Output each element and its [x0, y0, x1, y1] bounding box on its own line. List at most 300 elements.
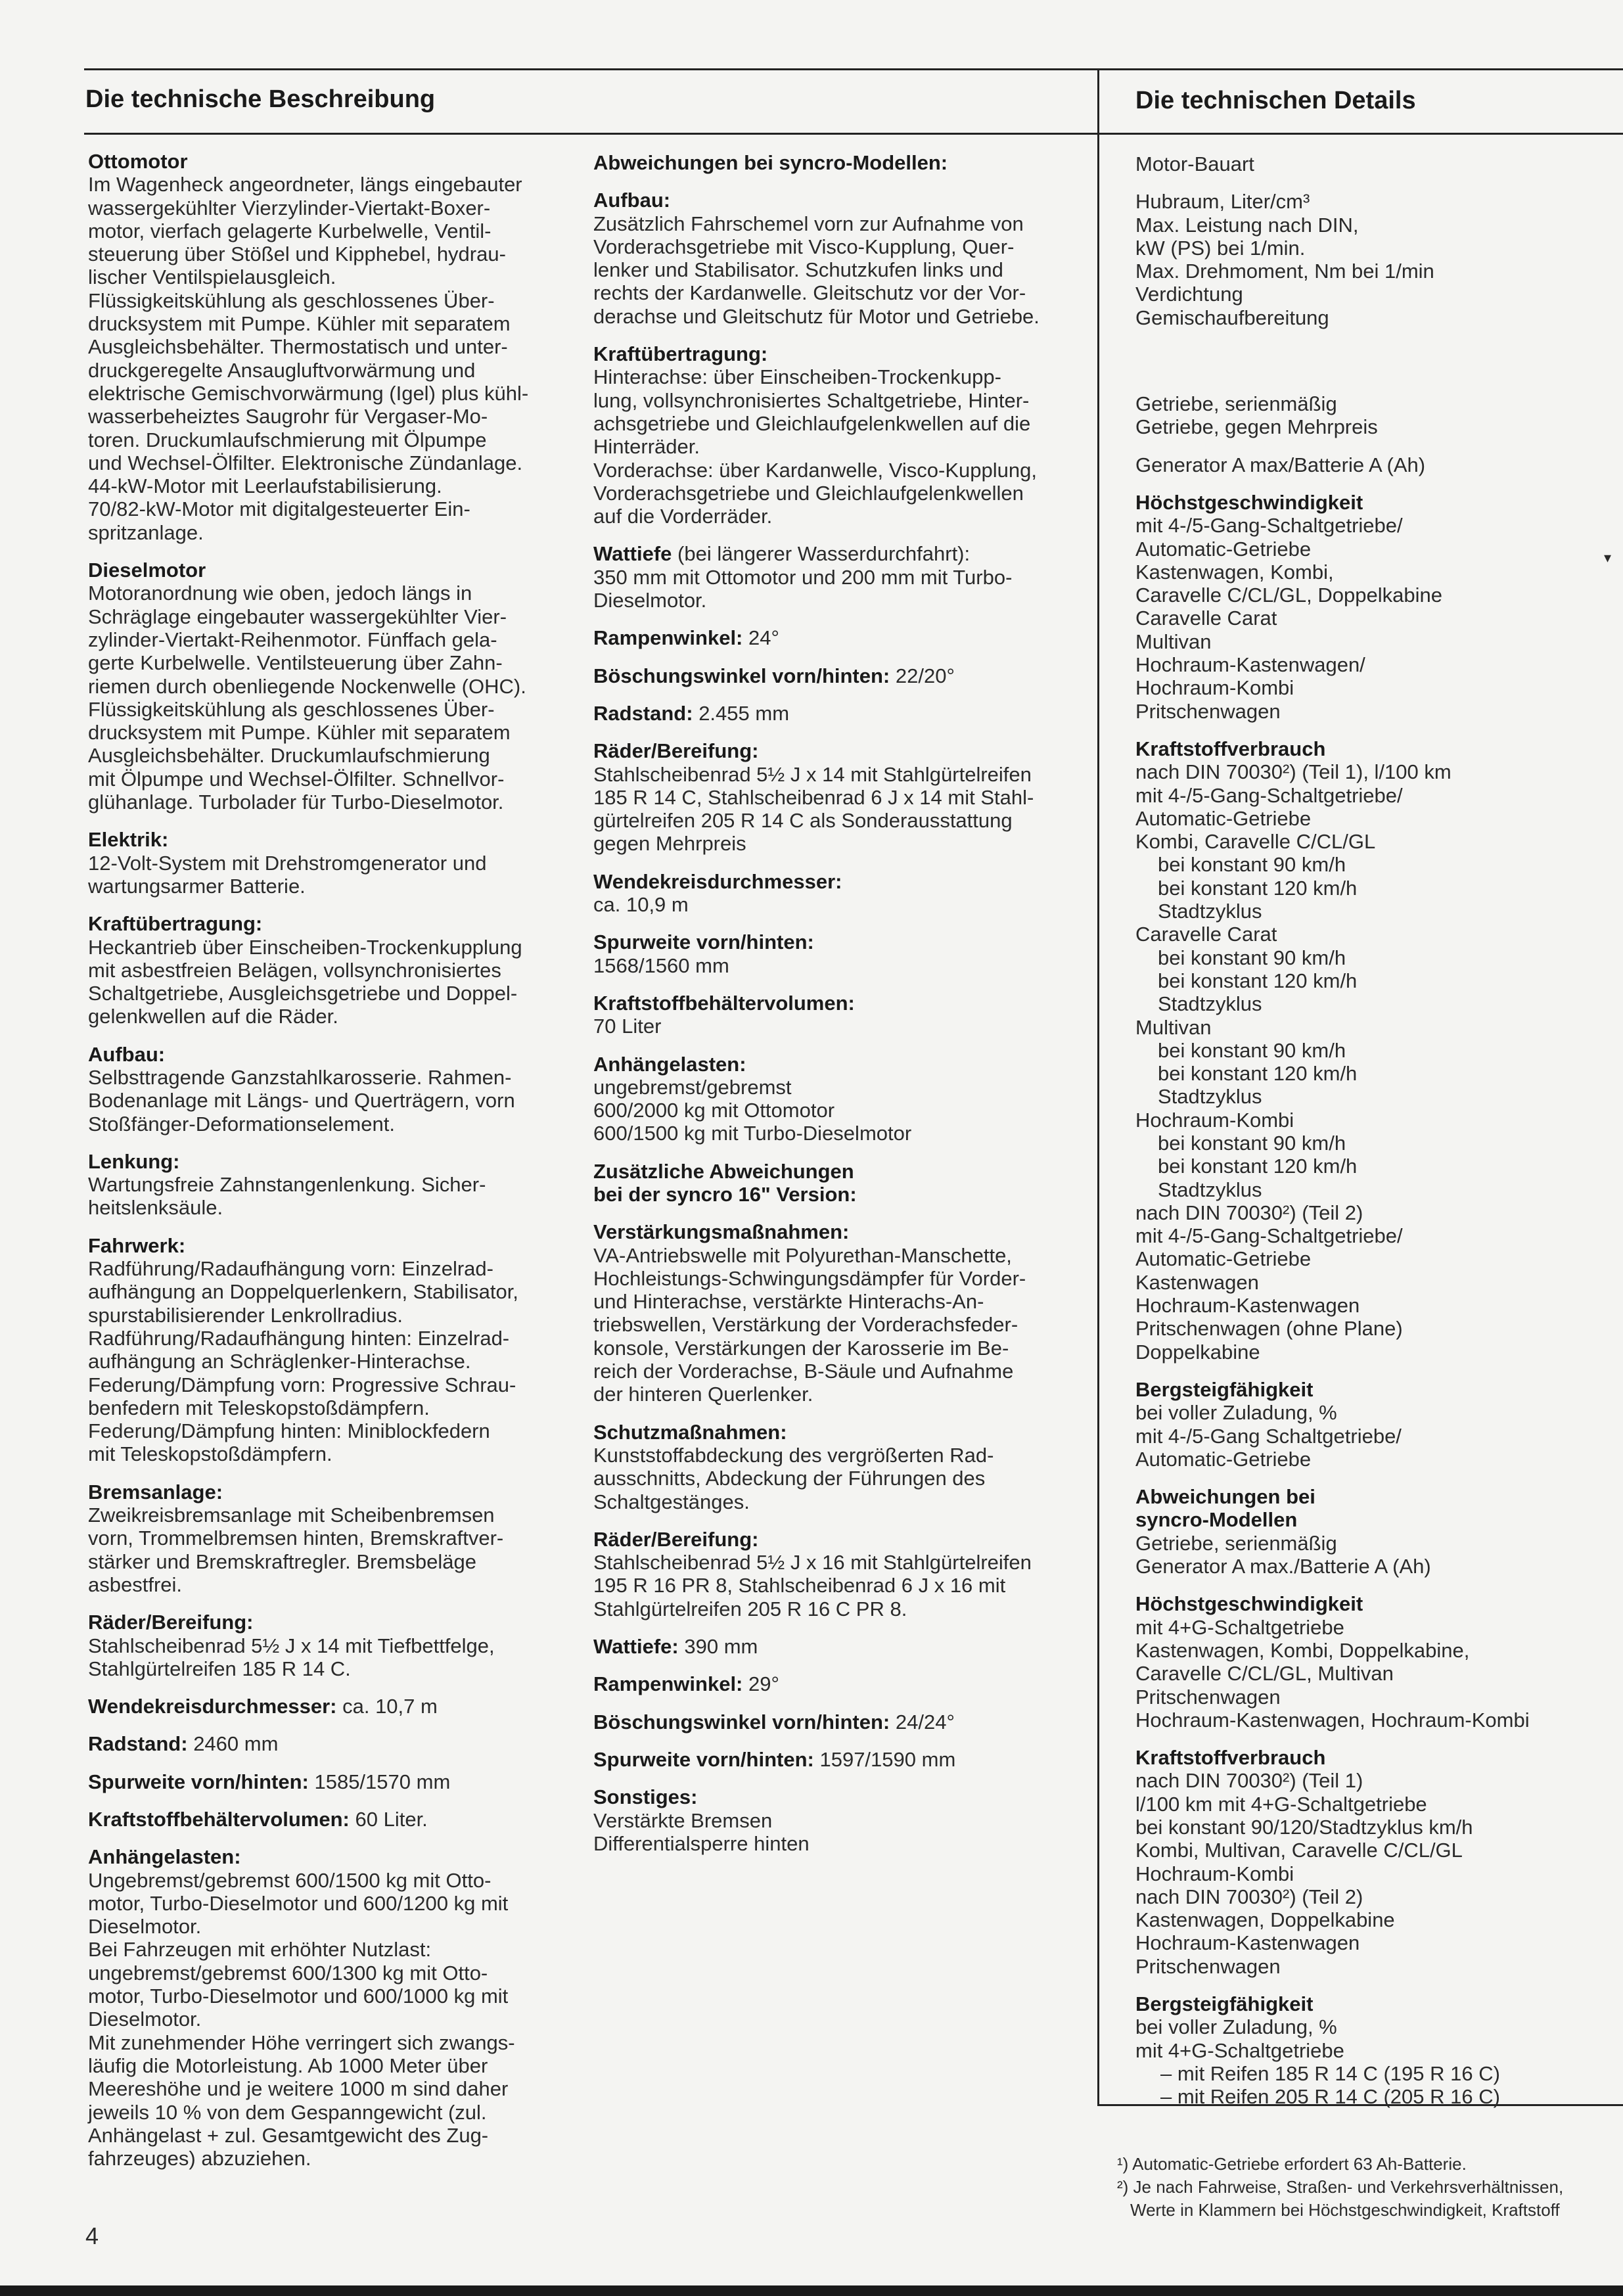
text-line: gelenkwellen auf die Räder.: [88, 1005, 338, 1028]
section-heading: [88, 150, 568, 173]
section-block: [88, 559, 568, 814]
section-value: 60 Liter.: [349, 1808, 428, 1831]
text-line: Stahlgürtelreifen 205 R 16 C PR 8.: [593, 1597, 907, 1620]
description-column-2: [593, 151, 1080, 1870]
section-value: 1597/1590 mm: [813, 1747, 956, 1771]
text-line: heitslenksäule.: [88, 1196, 223, 1220]
text-line: Stahlscheibenrad 5½ J x 14 mit Tiefbettfelge,: [88, 1634, 495, 1657]
text-line: 44-kW-Motor mit Leerlaufstabilisierung.: [88, 474, 442, 498]
text-line: Hochleistungs-Schwingungsdämpfer für Vorder-: [593, 1266, 1026, 1290]
section-block: [88, 1611, 568, 1680]
text-line: Pritschenwagen: [1135, 1685, 1281, 1709]
text-line: Stadtzyklus: [1158, 900, 1262, 923]
section-block: [88, 150, 568, 544]
section-block: [88, 1808, 568, 1831]
section-heading: [1135, 1485, 1622, 1508]
section-block: [593, 870, 1080, 917]
section-heading: [1135, 491, 1622, 514]
section-heading: [88, 912, 568, 935]
section-block: [593, 626, 1080, 649]
text-line: nach DIN 70030²) (Teil 1): [1135, 1769, 1363, 1793]
section-heading: [593, 189, 1080, 212]
section-title: Abweichungen bei: [1135, 1485, 1315, 1509]
section-title: Kraftstoffverbrauch: [1135, 1746, 1326, 1770]
section-heading: [88, 1234, 568, 1257]
text-line: derachse und Gleitschutz für Motor und Getriebe.: [593, 304, 1040, 328]
section-block: [1135, 737, 1622, 1364]
text-line: 195 R 16 PR 8, Stahlscheibenrad 6 J x 16 mit: [593, 1574, 1006, 1597]
text-line: 600/2000 kg mit Ottomotor: [593, 1099, 835, 1122]
section-heading: [593, 992, 1080, 1015]
section-title: Böschungswinkel vorn/hinten:: [593, 664, 890, 687]
text-line: Doppelkabine: [1135, 1340, 1260, 1364]
section-title: Sonstiges:: [593, 1785, 698, 1809]
section-block: [88, 1845, 568, 2170]
section-block: [88, 828, 568, 898]
section-heading: [88, 1770, 568, 1793]
section-block: [593, 1635, 1080, 1658]
text-line: läufig die Motorleistung. Ab 1000 Meter über: [88, 2054, 488, 2077]
section-heading: [1135, 1592, 1622, 1615]
section-title: Kraftübertragung:: [88, 912, 263, 936]
text-line: Max. Leistung nach DIN,: [1135, 213, 1359, 237]
section-block: [1135, 1992, 1622, 2108]
footnotes: [1117, 2153, 1623, 2222]
text-line: bei konstant 90 km/h: [1158, 1038, 1346, 1062]
text-line: Federung/Dämpfung hinten: Miniblockfedern: [88, 1419, 490, 1443]
section-heading: [593, 1421, 1080, 1444]
footnote-1: ¹) Automatic-Getriebe erfordert 63 Ah-Batterie.: [1117, 2154, 1467, 2174]
text-line: der hinteren Querlenker.: [593, 1383, 813, 1406]
text-line: druckgeregelte Ansaugluftvorwärmung und: [88, 358, 476, 382]
section-block: [88, 1695, 568, 1718]
text-line: 12-Volt-System mit Drehstromgenerator und: [88, 851, 487, 875]
text-line: triebswellen, Verstärkung der Vorderachsfeder-: [593, 1313, 1018, 1337]
text-line: Hochraum-Kombi: [1135, 1862, 1294, 1885]
section-note: (bei längerer Wasserdurchfahrt):: [672, 542, 971, 566]
text-line: rechts der Kardanwelle. Gleitschutz vor der Vor-: [593, 281, 1026, 305]
text-line: wassergekühlter Vierzylinder-Viertakt-Boxer-: [88, 196, 491, 219]
text-line: mit Ölpumpe und Wechsel-Ölfilter. Schnellvor-: [88, 767, 505, 791]
section-heading: [593, 702, 1080, 725]
section-block: [593, 1748, 1080, 1771]
section-block: [593, 1672, 1080, 1695]
text-line: Generator A max/Batterie A (Ah): [1135, 453, 1426, 476]
text-line: Mit zunehmender Höhe verringert sich zwangs-: [88, 2031, 515, 2054]
section-block: [1135, 1592, 1622, 1732]
text-line: lung, vollsynchronisiertes Schaltgetriebe, Hinter-: [593, 388, 1030, 412]
section-title: Aufbau:: [88, 1042, 166, 1066]
text-line: toren. Druckumlaufschmierung mit Ölpumpe: [88, 428, 487, 451]
text-line: Stadtzyklus: [1158, 1085, 1262, 1109]
text-line: – mit Reifen 205 R 14 C (205 R 16 C): [1160, 2085, 1500, 2109]
text-line: bei konstant 120 km/h: [1158, 969, 1358, 992]
text-line: motor, Turbo-Dieselmotor und 600/1200 kg mit: [88, 1891, 509, 1915]
text-line: Getriebe, serienmäßig: [1135, 392, 1337, 416]
text-line: stärker und Bremskraftregler. Bremsbeläge: [88, 1550, 476, 1573]
text-line: drucksystem mit Pumpe. Kühler mit separatem: [88, 312, 511, 336]
section-block: [593, 1711, 1080, 1733]
details-column: [1135, 152, 1622, 2123]
text-line: glühanlage. Turbolader für Turbo-Dieselmotor.: [88, 791, 504, 814]
section-title: Zusätzliche Abweichungen: [593, 1159, 854, 1183]
section-block: [593, 1053, 1080, 1145]
section-block: [593, 542, 1080, 612]
text-line: Vorderachsgetriebe mit Visco-Kupplung, Quer-: [593, 235, 1015, 258]
text-line: Hubraum, Liter/cm³: [1135, 190, 1310, 214]
text-line: l/100 km mit 4+G-Schaltgetriebe: [1135, 1792, 1427, 1816]
section-block: [88, 1043, 568, 1136]
section-heading: [88, 1043, 568, 1066]
section-heading: [593, 1220, 1080, 1243]
section-value: 2460 mm: [187, 1732, 279, 1756]
text-line: steuerung über Stößel und Kipphebel, hydrau-: [88, 242, 506, 266]
text-line: ca. 10,9 m: [593, 893, 689, 917]
text-line: Radführung/Radaufhängung hinten: Einzelrad-: [88, 1326, 510, 1350]
section-block: [593, 189, 1080, 328]
section-heading: [593, 1748, 1080, 1771]
section-title: Radstand:: [593, 701, 693, 725]
text-line: mit 4-/5-Gang-Schaltgetriebe/: [1135, 514, 1403, 538]
text-line: aufhängung an Doppelquerlenkern, Stabilisator,: [88, 1280, 518, 1304]
section-title: Höchstgeschwindigkeit: [1135, 490, 1363, 514]
text-line: asbestfrei.: [88, 1573, 183, 1596]
text-line: Zusätzlich Fahrschemel vorn zur Aufnahme von: [593, 212, 1024, 235]
section-value: 24°: [743, 626, 779, 650]
text-line: Pritschenwagen (ohne Plane): [1135, 1317, 1403, 1341]
text-line: gürtelreifen 205 R 14 C als Sonderausstattung: [593, 809, 1013, 833]
section-title: Böschungswinkel vorn/hinten:: [593, 1710, 890, 1733]
text-line: mit 4-/5-Gang Schaltgetriebe/: [1135, 1424, 1402, 1448]
section-heading: [1135, 737, 1622, 760]
text-line: lischer Ventilspielausgleich.: [88, 265, 336, 289]
text-line: mit 4-/5-Gang-Schaltgetriebe/: [1135, 1224, 1403, 1248]
section-title: Abweichungen bei syncro-Modellen:: [593, 151, 948, 174]
text-line: Automatic-Getriebe: [1135, 806, 1312, 830]
text-line: Multivan: [1135, 630, 1212, 653]
text-line: elektrische Gemischvorwärmung (Igel) plus kühl-: [88, 381, 529, 405]
section-title: Bremsanlage:: [88, 1480, 223, 1504]
text-line: gerte Kurbelwelle. Ventilsteuerung über Zahn-: [88, 651, 503, 675]
section-title: Radstand:: [88, 1732, 188, 1756]
section-heading: [593, 626, 1080, 649]
description-column-1: [88, 150, 568, 2184]
text-line: mit asbestfreien Belägen, vollsynchronisiertes: [88, 958, 501, 982]
section-heading: [88, 1695, 568, 1718]
section-block: [1135, 453, 1622, 476]
section-block: [1135, 491, 1622, 723]
text-line: vorn, Trommelbremsen hinten, Bremskraftver-: [88, 1527, 504, 1550]
text-line: bei konstant 90 km/h: [1158, 946, 1346, 969]
text-line: ausschnitts, Abdeckung der Führungen des: [593, 1467, 986, 1490]
section-block: [593, 1528, 1080, 1620]
text-line: 350 mm mit Ottomotor und 200 mm mit Turbo-: [593, 565, 1013, 589]
text-line: Meereshöhe und je weitere 1000 m sind daher: [88, 2077, 509, 2101]
text-line: Kombi, Multivan, Caravelle C/CL/GL: [1135, 1839, 1463, 1862]
text-line: Automatic-Getriebe: [1135, 1247, 1312, 1271]
text-line: Caravelle C/CL/GL, Doppelkabine: [1135, 584, 1442, 607]
section-title: Kraftstoffbehältervolumen:: [88, 1808, 350, 1831]
text-line: Dieselmotor.: [593, 589, 707, 612]
text-line: Stoßfänger-Deformationselement.: [88, 1112, 395, 1136]
text-line: wasserbeheiztes Saugrohr für Vergaser-Mo-: [88, 405, 488, 428]
margin-mark-icon: ▾: [1603, 549, 1611, 566]
text-line: Gemischaufbereitung: [1135, 306, 1329, 329]
section-title: Spurweite vorn/hinten:: [593, 930, 814, 954]
section-value: 2.455 mm: [693, 701, 790, 725]
text-line: Kastenwagen, Kombi, Doppelkabine,: [1135, 1638, 1470, 1662]
text-line: Differentialsperre hinten: [593, 1831, 810, 1855]
text-line: mit 4-/5-Gang-Schaltgetriebe/: [1135, 783, 1403, 807]
section-title: Kraftstoffverbrauch: [1135, 737, 1326, 760]
right-heading: Die technischen Details: [1135, 87, 1416, 114]
section-title: Kraftübertragung:: [593, 342, 768, 366]
section-block: [1135, 152, 1622, 175]
section-title: Spurweite vorn/hinten:: [593, 1747, 814, 1771]
section-heading: [593, 542, 1080, 565]
text-line: Caravelle C/CL/GL, Multivan: [1135, 1662, 1394, 1686]
section-heading: [593, 1528, 1080, 1551]
text-line: Stahlscheibenrad 5½ J x 14 mit Stahlgürtelreifen: [593, 762, 1032, 786]
text-line: 70 Liter: [593, 1015, 662, 1038]
text-line: bei voller Zuladung, %: [1135, 1401, 1337, 1425]
section-block: [88, 1770, 568, 1793]
text-line: 70/82-kW-Motor mit digitalgesteuerter Ein-: [88, 497, 470, 521]
text-line: Bei Fahrzeugen mit erhöhter Nutzlast:: [88, 1938, 432, 1962]
text-line: Hochraum-Kastenwagen, Hochraum-Kombi: [1135, 1708, 1530, 1732]
section-value: 22/20°: [890, 664, 955, 687]
text-line: Getriebe, serienmäßig: [1135, 1531, 1337, 1555]
text-line: Hochraum-Kastenwagen: [1135, 1294, 1360, 1318]
section-value: 24/24°: [890, 1710, 955, 1733]
text-line: 1568/1560 mm: [593, 953, 729, 977]
section-subtitle: bei der syncro 16" Version:: [593, 1182, 857, 1206]
text-line: Anhängelast + zul. Gesamtgewicht des Zug-: [88, 2123, 489, 2147]
text-line: Pritschenwagen: [1135, 1954, 1281, 1978]
section-block: [1135, 190, 1622, 329]
section-heading: [88, 1808, 568, 1831]
section-block: [593, 739, 1080, 855]
text-line: bei konstant 120 km/h: [1158, 1062, 1358, 1086]
footnote-2: ²) Je nach Fahrweise, Straßen- und Verkehrsverhältnissen,: [1117, 2177, 1564, 2197]
section-block: [593, 992, 1080, 1038]
text-line: Stahlscheibenrad 5½ J x 16 mit Stahlgürtelreifen: [593, 1551, 1032, 1574]
text-line: VA-Antriebswelle mit Polyurethan-Manschette,: [593, 1243, 1012, 1267]
text-line: Schräglage eingebauter wassergekühlter Vier-: [88, 605, 507, 628]
text-line: jeweils 10 % von dem Gespanngewicht (zul.: [88, 2100, 487, 2124]
section-title: Bergsteigfähigkeit: [1135, 1992, 1314, 2016]
text-line: Zweikreisbremsanlage mit Scheibenbremsen: [88, 1504, 495, 1527]
section-heading: [593, 739, 1080, 762]
section-block: [593, 1421, 1080, 1513]
text-line: fahrzeuges) abzuziehen.: [88, 2147, 311, 2170]
text-line: mit 4+G-Schaltgetriebe: [1135, 1615, 1344, 1639]
text-line: mit 4+G-Schaltgetriebe: [1135, 2038, 1344, 2062]
section-title: Ottomotor: [88, 150, 188, 173]
section-block: [88, 912, 568, 1028]
section-block: [593, 930, 1080, 977]
text-line: 185 R 14 C, Stahlscheibenrad 6 J x 14 mit Stahl-: [593, 785, 1034, 809]
text-line: Stadtzyklus: [1158, 992, 1262, 1016]
text-line: bei voller Zuladung, %: [1135, 2015, 1337, 2039]
section-heading: [1135, 1992, 1622, 2015]
text-line: Motoranordnung wie oben, jedoch längs in: [88, 582, 472, 605]
footnote-3: Werte in Klammern bei Höchstgeschwindigkeit, Kraftstoff: [1130, 2200, 1560, 2220]
text-line: lenker und Stabilisator. Schutzkufen links und: [593, 258, 1003, 282]
section-title: Kraftstoffbehältervolumen:: [593, 991, 855, 1015]
section-heading: [593, 1785, 1080, 1808]
text-line: bei konstant 90 km/h: [1158, 1131, 1346, 1155]
section-block: [593, 1785, 1080, 1855]
text-line: Caravelle Carat: [1135, 607, 1277, 630]
section-block: [593, 702, 1080, 725]
section-heading: [88, 1611, 568, 1634]
section-block: [593, 664, 1080, 687]
text-line: wartungsarmer Batterie.: [88, 874, 306, 898]
section-value: 390 mm: [678, 1635, 758, 1659]
text-line: konsole, Verstärkungen der Karosserie im Be-: [593, 1336, 1009, 1360]
section-heading: [593, 930, 1080, 953]
text-line: mit Teleskopstoßdämpfern.: [88, 1442, 332, 1466]
text-line: Hinterräder.: [593, 435, 700, 459]
text-line: Automatic-Getriebe: [1135, 1447, 1312, 1471]
section-title: Schutzmaßnahmen:: [593, 1420, 787, 1444]
text-line: Federung/Dämpfung vorn: Progressive Schrau-: [88, 1373, 516, 1396]
text-line: bei konstant 120 km/h: [1158, 876, 1358, 900]
section-block: [88, 1732, 568, 1755]
text-line: kW (PS) bei 1/min.: [1135, 236, 1306, 260]
text-line: Hochraum-Kombi: [1135, 1108, 1294, 1132]
text-line: Selbsttragende Ganzstahlkarosserie. Rahmen-: [88, 1065, 512, 1089]
section-heading: [88, 828, 568, 851]
text-line: benfedern mit Teleskopstoßdämpfern.: [88, 1396, 430, 1419]
section-block: [88, 1481, 568, 1596]
text-line: Hochraum-Kombi: [1135, 676, 1294, 700]
section-heading: [593, 664, 1080, 687]
text-line: Heckantrieb über Einscheiben-Trockenkupplung: [88, 935, 522, 959]
scan-edge: [0, 2285, 1623, 2296]
section-heading: [593, 1053, 1080, 1076]
text-line: und Wechsel-Ölfilter. Elektronische Zündanlage.: [88, 451, 523, 474]
text-line: Ausgleichsbehälter. Thermostatisch und unter-: [88, 335, 508, 359]
text-line: Stahlgürtelreifen 185 R 14 C.: [88, 1657, 351, 1680]
text-line: Dieselmotor.: [88, 1915, 202, 1939]
section-heading: [88, 1150, 568, 1173]
text-line: Pritschenwagen: [1135, 699, 1281, 723]
section-title: Rampenwinkel:: [593, 626, 743, 650]
section-title: Wendekreisdurchmesser:: [88, 1695, 337, 1718]
text-line: spurstabilisierender Lenkrollradius.: [88, 1303, 403, 1327]
section-heading: [593, 1711, 1080, 1733]
section-title: Höchstgeschwindigkeit: [1135, 1592, 1363, 1616]
section-heading: [88, 559, 568, 582]
text-line: achsgetriebe und Gleichlaufgelenkwellen auf die: [593, 411, 1031, 435]
text-line: gegen Mehrpreis: [593, 832, 746, 856]
section-title: Wattiefe: [593, 542, 672, 566]
text-line: Generator A max./Batterie A (Ah): [1135, 1555, 1431, 1578]
text-line: motor, Turbo-Dieselmotor und 600/1000 kg mit: [88, 1985, 509, 2008]
text-line: Kastenwagen, Doppelkabine: [1135, 1908, 1395, 1932]
text-line: Schaltgetriebe, Ausgleichsgetriebe und Doppel-: [88, 982, 518, 1005]
section-block: [88, 1150, 568, 1220]
text-line: Hochraum-Kastenwagen/: [1135, 653, 1365, 677]
section-value: 1585/1570 mm: [308, 1770, 451, 1793]
section-title: Wendekreisdurchmesser:: [593, 869, 842, 893]
text-line: Kombi, Caravelle C/CL/GL: [1135, 830, 1376, 854]
text-line: Getriebe, gegen Mehrpreis: [1135, 415, 1378, 439]
section-title: Elektrik:: [88, 828, 169, 852]
text-line: Flüssigkeitskühlung als geschlossenes Über-: [88, 697, 495, 721]
section-title: Dieselmotor: [88, 559, 206, 582]
section-title: Räder/Bereifung:: [593, 739, 759, 763]
text-line: zylinder-Viertakt-Reihenmotor. Fünffach gela-: [88, 628, 497, 651]
section-block: [593, 1220, 1080, 1406]
section-title: Anhängelasten:: [88, 1845, 241, 1869]
section-title: Räder/Bereifung:: [593, 1527, 759, 1551]
text-line: Radführung/Radaufhängung vorn: Einzelrad-: [88, 1257, 493, 1281]
section-heading: [593, 342, 1080, 365]
text-line: bei konstant 90 km/h: [1158, 853, 1346, 877]
section-value: 29°: [743, 1672, 779, 1696]
section-title: Bergsteigfähigkeit: [1135, 1377, 1314, 1401]
text-line: Motor-Bauart: [1135, 152, 1254, 175]
text-line: Max. Drehmoment, Nm bei 1/min: [1135, 260, 1434, 283]
text-line: Multivan: [1135, 1015, 1212, 1039]
section-heading: [88, 1481, 568, 1504]
details-column-border: [1097, 68, 1099, 2105]
section-title: Verstärkungsmaßnahmen:: [593, 1220, 850, 1244]
section-heading: [593, 1160, 1080, 1183]
text-line: ungebremst/gebremst 600/1300 kg mit Otto-: [88, 1961, 488, 1985]
text-line: Verdichtung: [1135, 283, 1243, 306]
left-heading: Die technische Beschreibung: [85, 85, 436, 113]
text-line: riemen durch obenliegende Nockenwelle (OHC).: [88, 674, 526, 698]
section-heading: [88, 1732, 568, 1755]
section-block: [1135, 1378, 1622, 1471]
text-line: Ungebremst/gebremst 600/1500 kg mit Otto-: [88, 1868, 491, 1892]
section-title: Fahrwerk:: [88, 1233, 186, 1257]
text-line: – mit Reifen 185 R 14 C (195 R 16 C): [1160, 2061, 1500, 2085]
text-line: Flüssigkeitskühlung als geschlossenes Über-: [88, 288, 495, 312]
text-line: nach DIN 70030²) (Teil 2): [1135, 1201, 1363, 1224]
text-line: und Hinterachse, verstärkte Hinterachs-An-: [593, 1290, 984, 1314]
text-line: Bodenanlage mit Längs- und Querträgern, vorn: [88, 1089, 515, 1113]
text-line: nach DIN 70030²) (Teil 2): [1135, 1885, 1363, 1908]
section-heading: [593, 1672, 1080, 1695]
top-rule: [84, 68, 1623, 70]
section-block: [88, 1234, 568, 1466]
section-block: [1135, 392, 1622, 439]
text-line: Dieselmotor.: [88, 2008, 202, 2031]
text-line: Hochraum-Kastenwagen: [1135, 1931, 1360, 1955]
section-block: [593, 1160, 1080, 1206]
text-line: bei konstant 120 km/h: [1158, 1155, 1358, 1178]
section-heading: [593, 870, 1080, 893]
page-number: 4: [85, 2222, 99, 2249]
section-heading: [1135, 1378, 1622, 1401]
section-title: Räder/Bereifung:: [88, 1611, 254, 1634]
text-line: Kastenwagen, Kombi,: [1135, 560, 1334, 584]
text-line: bei konstant 90/120/Stadtzyklus km/h: [1135, 1816, 1473, 1839]
text-line: spritzanlage.: [88, 520, 204, 544]
text-line: Caravelle Carat: [1135, 923, 1277, 946]
text-line: Ausgleichsbehälter. Druckumlaufschmierung: [88, 744, 490, 768]
section-heading: [593, 151, 1080, 174]
text-line: ungebremst/gebremst: [593, 1075, 792, 1099]
section-title: Anhängelasten:: [593, 1052, 746, 1076]
text-line: Vorderachsgetriebe und Gleichlaufgelenkwellen: [593, 481, 1024, 505]
text-line: Schaltgestänges.: [593, 1490, 750, 1513]
